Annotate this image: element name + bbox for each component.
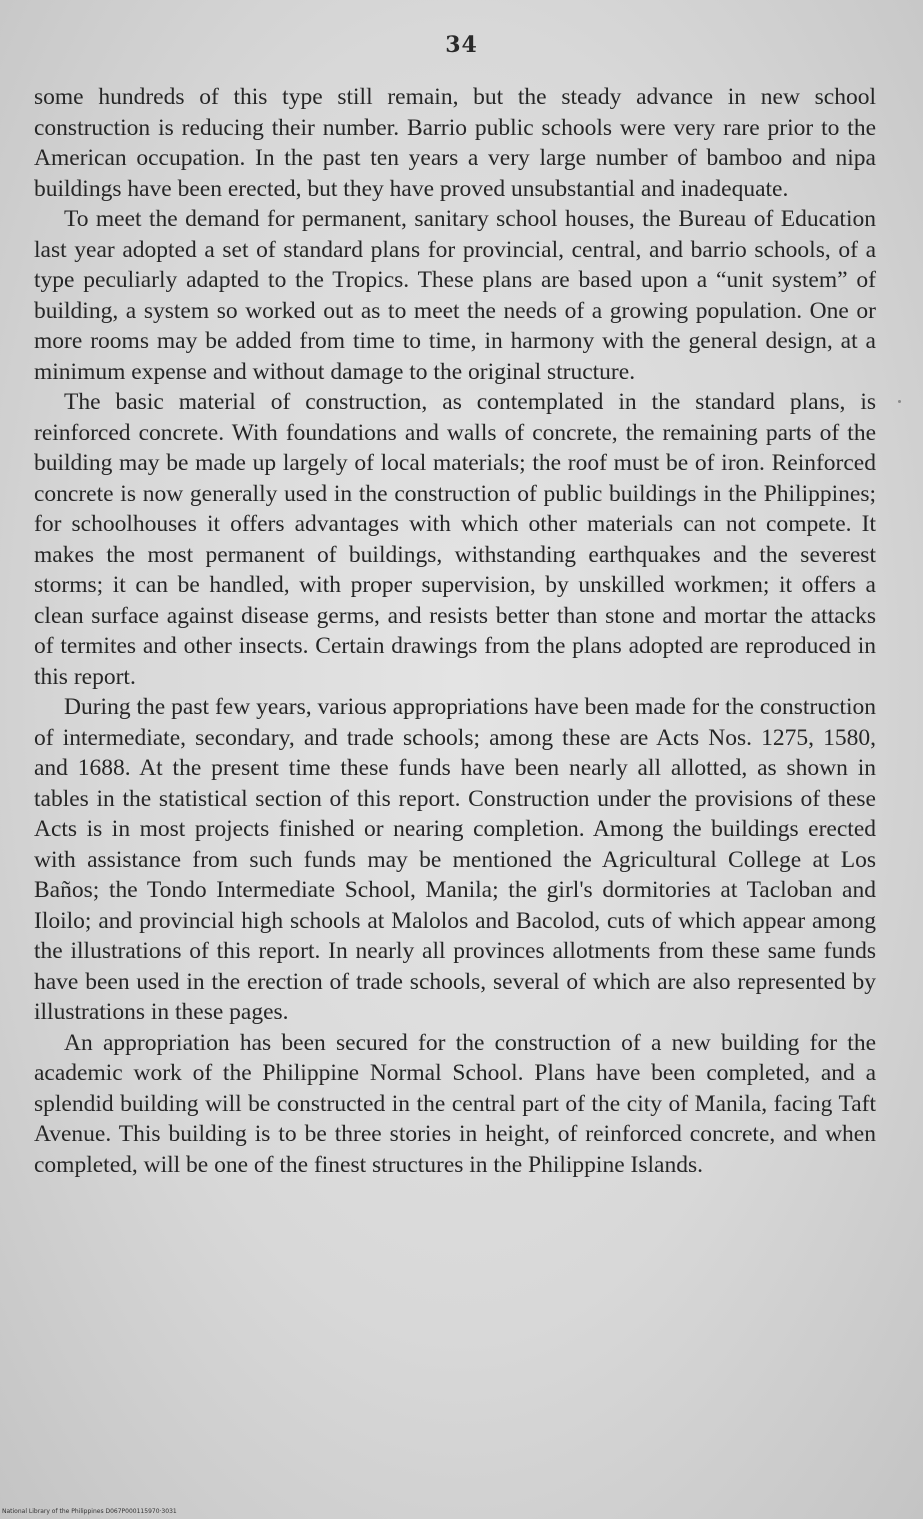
paragraph-2: To meet the demand for permanent, sanitary school houses, the Bureau of Education last year adopted a set of standard plans for provincial, central, and barrio schools, of a type peculiarly adapted to the Tropics. These plans are based upon a “unit system” of building, a system so worked out as to meet the needs of a growing population. One or more rooms may be added from time to time, in harmony with the general design, at a minimum expense and without damage to the original structure.: [34, 206, 876, 385]
paragraph-5: An appropriation has been secured for the construction of a new building for the academic work of the Philippine Normal School. Plans have been completed, and a splendid building will be constructed in the central part of the city of Manila, facing Taft Avenue. This building is to be three stories in height, of reinforced concrete, and when completed, will be one of the finest structures in the Philippine Islands.: [34, 1029, 876, 1178]
body-text: [34, 82, 876, 1180]
paper-speck: [898, 400, 901, 403]
library-credit: National Library of the Philippines D067P000115970·3031: [2, 1508, 177, 1515]
paragraph-4: During the past few years, various appropriations have been made for the construction of intermediate, secondary, and trade schools; among these are Acts Nos. 1275, 1580, and 1688. At the present time these funds have been nearly all allotted, as shown in tables in the statistical section of this report. Construction under the provisions of these Acts is in most projects finished or nearing completion. Among the buildings erected with assistance from such funds may be mentioned the Agricultural College at Los Baños; the Tondo Intermediate School, Manila; the girl's dormitories at Tacloban and Iloilo; and provincial high schools at Malolos and Bacolod, cuts of which appear among the illustrations of this report. In nearly all provinces allotments from these same funds have been used in the erection of trade schools, several of which are also represented by illustrations in these pages.: [34, 694, 876, 1025]
paragraph-1: some hundreds of this type still remain, but the steady advance in new school construction is reducing their number. Barrio public schools were very rare prior to the American occupation. In the past ten years a very large number of bamboo and nipa buildings have been erected, but they have proved unsubstantial and inadequate.: [34, 84, 876, 202]
page-number: 34: [445, 32, 478, 58]
paragraph-3: The basic material of construction, as contemplated in the standard plans, is reinforced concrete. With foundations and walls of concrete, the remaining parts of the building may be made up largely of local materials; the roof must be of iron. Reinforced concrete is now generally used in the construction of public buildings in the Philippines; for schoolhouses it offers advantages with which other materials can not compete. It makes the most permanent of buildings, withstanding earthquakes and the severest storms; it can be handled, with proper supervision, by unskilled workmen; it offers a clean surface against disease germs, and resists better than stone and mortar the attacks of termites and other insects. Certain drawings from the plans adopted are reproduced in this report.: [34, 389, 876, 690]
